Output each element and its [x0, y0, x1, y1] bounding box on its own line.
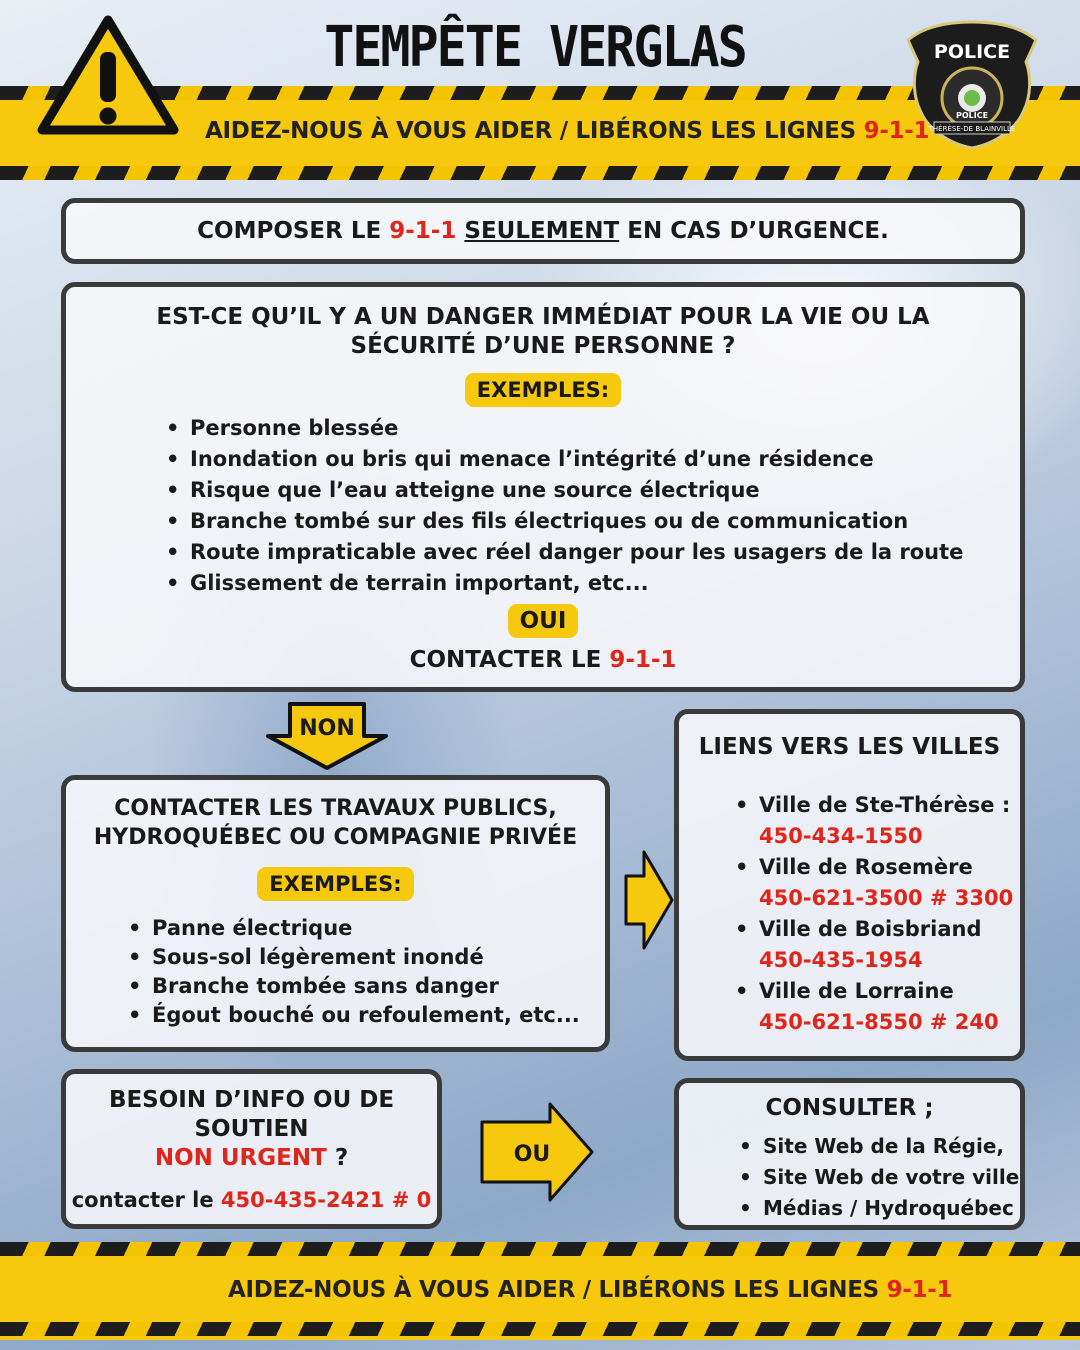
public-works-title: CONTACTER LES TRAVAUX PUBLICS, HYDROQUÉBEC OU COMPAGNIE PRIVÉE: [93, 796, 578, 850]
badge-top-text: POLICE: [933, 41, 1011, 63]
city-item: • Ville de Lorraine 450-621-8550 # 240: [757, 976, 1013, 1038]
danger-question: EST-CE QU’IL Y A UN DANGER IMMÉDIAT POUR LA VIE OU LA SÉCURITÉ D’UNE PERSONNE ?: [156, 304, 930, 359]
city-phone[interactable]: 450-621-3500 # 3300: [759, 886, 1014, 910]
list-item: • Inondation ou bris qui menace l’intégrité d’une résidence: [188, 444, 963, 475]
list-item: • Branche tombée sans danger: [150, 972, 580, 1001]
police-badge-logo: [904, 18, 1040, 152]
page-title: TEMPÊTE VERGLAS: [324, 14, 746, 80]
city-item: • Ville de Boisbriand 450-435-1954: [757, 914, 1013, 976]
examples-tag: EXEMPLES:: [257, 867, 413, 901]
ou-label: OU: [513, 1142, 551, 1167]
bottom-stripe-lower: [0, 1322, 1080, 1336]
top-banner-text: AIDEZ-NOUS À VOUS AIDER / LIBÉRONS LES LIGNES 9-1-1: [205, 118, 930, 144]
info-support-box: [61, 1069, 442, 1229]
danger-examples-list: [166, 413, 963, 599]
city-links-box: [674, 709, 1025, 1061]
info-phone[interactable]: 450-435-2421 # 0: [220, 1188, 432, 1212]
warning-triangle-icon: [36, 12, 180, 138]
list-item: • Sous-sol légèrement inondé: [150, 943, 580, 972]
city-links-title: LIENS VERS LES VILLES: [698, 734, 1001, 760]
list-item: • Personne blessée: [188, 413, 963, 444]
list-item: • Branche tombé sur des fils électriques ou de communication: [188, 506, 963, 537]
list-item: • Glissement de terrain important, etc...: [188, 568, 963, 599]
consult-title: CONSULTER ;: [765, 1095, 934, 1121]
info-contact: contacter le 450-435-2421 # 0: [71, 1188, 432, 1212]
footer-banner-text: AIDEZ-NOUS À VOUS AIDER / LIBÉRONS LES LIGNES 9-1-1: [228, 1277, 953, 1303]
city-item: • Ville de Rosemère 450-621-3500 # 3300: [757, 852, 1013, 914]
list-item: • Risque que l’eau atteigne une source électrique: [188, 475, 963, 506]
non-label: NON: [299, 716, 355, 741]
consult-box: [674, 1078, 1025, 1230]
city-phone[interactable]: 450-621-8550 # 240: [759, 1010, 999, 1034]
city-phone[interactable]: 450-435-1954: [759, 948, 923, 972]
list-item: • Panne électrique: [150, 914, 580, 943]
immediate-danger-box: [61, 282, 1025, 692]
badge-bottom-text: THÉRÈSE-DE BLAINVILLE: [928, 125, 1016, 133]
list-item: • Site Web de la Régie,: [761, 1131, 1019, 1162]
list-item: • Médias / Hydroquébec: [761, 1193, 1019, 1224]
right-arrow-icon: [622, 848, 676, 952]
public-works-box: [61, 775, 610, 1052]
consult-list: [739, 1131, 1019, 1224]
contact-911: CONTACTER LE 9-1-1: [409, 647, 677, 673]
city-list: [735, 790, 1013, 1038]
examples-tag: EXEMPLES:: [465, 373, 621, 407]
city-item: • Ville de Ste-Thérèse : 450-434-1550: [757, 790, 1013, 852]
badge-inner-text: POLICE: [955, 111, 989, 120]
yes-tag: OUI: [508, 604, 579, 638]
list-item: • Site Web de votre ville: [761, 1162, 1019, 1193]
bottom-stripe-upper: [0, 1242, 1080, 1256]
top-stripe-lower: [0, 166, 1080, 180]
city-phone[interactable]: 450-434-1550: [759, 824, 923, 848]
info-title: BESOIN D’INFO OU DE SOUTIEN NON URGENT ?: [108, 1087, 395, 1171]
urgent-only-box: COMPOSER LE 9-1-1 SEULEMENT EN CAS D’URGENCE.: [61, 198, 1025, 264]
public-works-examples-list: [128, 914, 580, 1030]
list-item: • Route impraticable avec réel danger pour les usagers de la route: [188, 537, 963, 568]
list-item: • Égout bouché ou refoulement, etc...: [150, 1001, 580, 1030]
